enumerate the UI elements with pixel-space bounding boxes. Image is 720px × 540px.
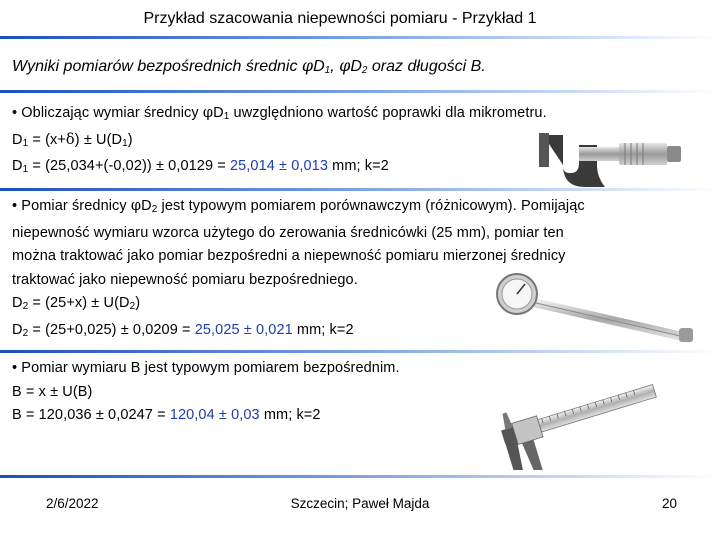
footer-date: 2/6/2022	[46, 496, 99, 511]
page-number: 20	[662, 496, 678, 511]
section-divider-1	[0, 90, 720, 93]
section2-line3: można traktować jako pomiar bezpośredni a niepewność pomiaru mierzonej średnicy	[12, 248, 566, 264]
title-divider	[0, 36, 720, 39]
section2-line2: niepewność wymiaru wzorca użytego do zerowania średnicówki (25 mm), pomiar ten	[12, 224, 564, 241]
d2-result: 25,025 ± 0,021	[194, 321, 293, 338]
slide-title: Przykład szacowania niepewności pomiaru - Przykład 1	[143, 10, 537, 27]
section-divider-2	[0, 188, 720, 191]
section1-text	[12, 102, 547, 182]
d1-result: 25,014 ± 0,013	[229, 158, 329, 174]
slide-subtitle: Wyniki pomiarów bezpośrednich średnic $\varphi D_1$, $\varphi D_2$ oraz długości B.	[12, 56, 486, 76]
section-divider-4	[0, 475, 720, 478]
section3-line3: B = 120,036 ± 0,0247 = 120,04 ± 0,03 mm; k=2	[12, 407, 321, 423]
section3-line2: B = x ± U(B)	[12, 383, 93, 400]
section1-line3: $D_1 = (25,034+(-0,02)) \pm 0,0129 = 25,014 \pm 0,013$ mm; k=2	[12, 158, 389, 175]
section-divider-3	[0, 350, 720, 353]
section1-line1: • Obliczając wymiar średnicy $\varphi D_1$ uwzględniono wartość poprawki dla mikrometru.	[12, 105, 547, 122]
bore-gauge-icon	[493, 270, 698, 345]
section1-line2: $D_1 = (x+\delta) \pm U(D_1)$	[12, 131, 133, 149]
section2-line6: $D_2 = (25+0,025) \pm 0,0209 = 25,025 \pm 0,021$ mm; k=2	[12, 321, 354, 339]
section3-text	[12, 357, 400, 428]
vernier-caliper-icon	[485, 375, 665, 470]
section3-line1: • Pomiar wymiaru B jest typowym pomiarem bezpośrednim.	[12, 360, 400, 376]
b-result: 120,04 ± 0,03	[169, 407, 260, 423]
section2-line1: • Pomiar średnicy $\varphi D_2$ jest typowym pomiarem porównawczym (różnicowym). Pomijając	[12, 198, 585, 215]
footer-author: Szczecin; Paweł Majda	[290, 496, 430, 511]
micrometer-icon	[535, 125, 685, 195]
section2-line5: $D_2 = (25+x) \pm U(D_2)$	[12, 295, 141, 312]
section2-line4: traktować jako niepewność pomiaru bezpośredniego.	[12, 271, 358, 288]
